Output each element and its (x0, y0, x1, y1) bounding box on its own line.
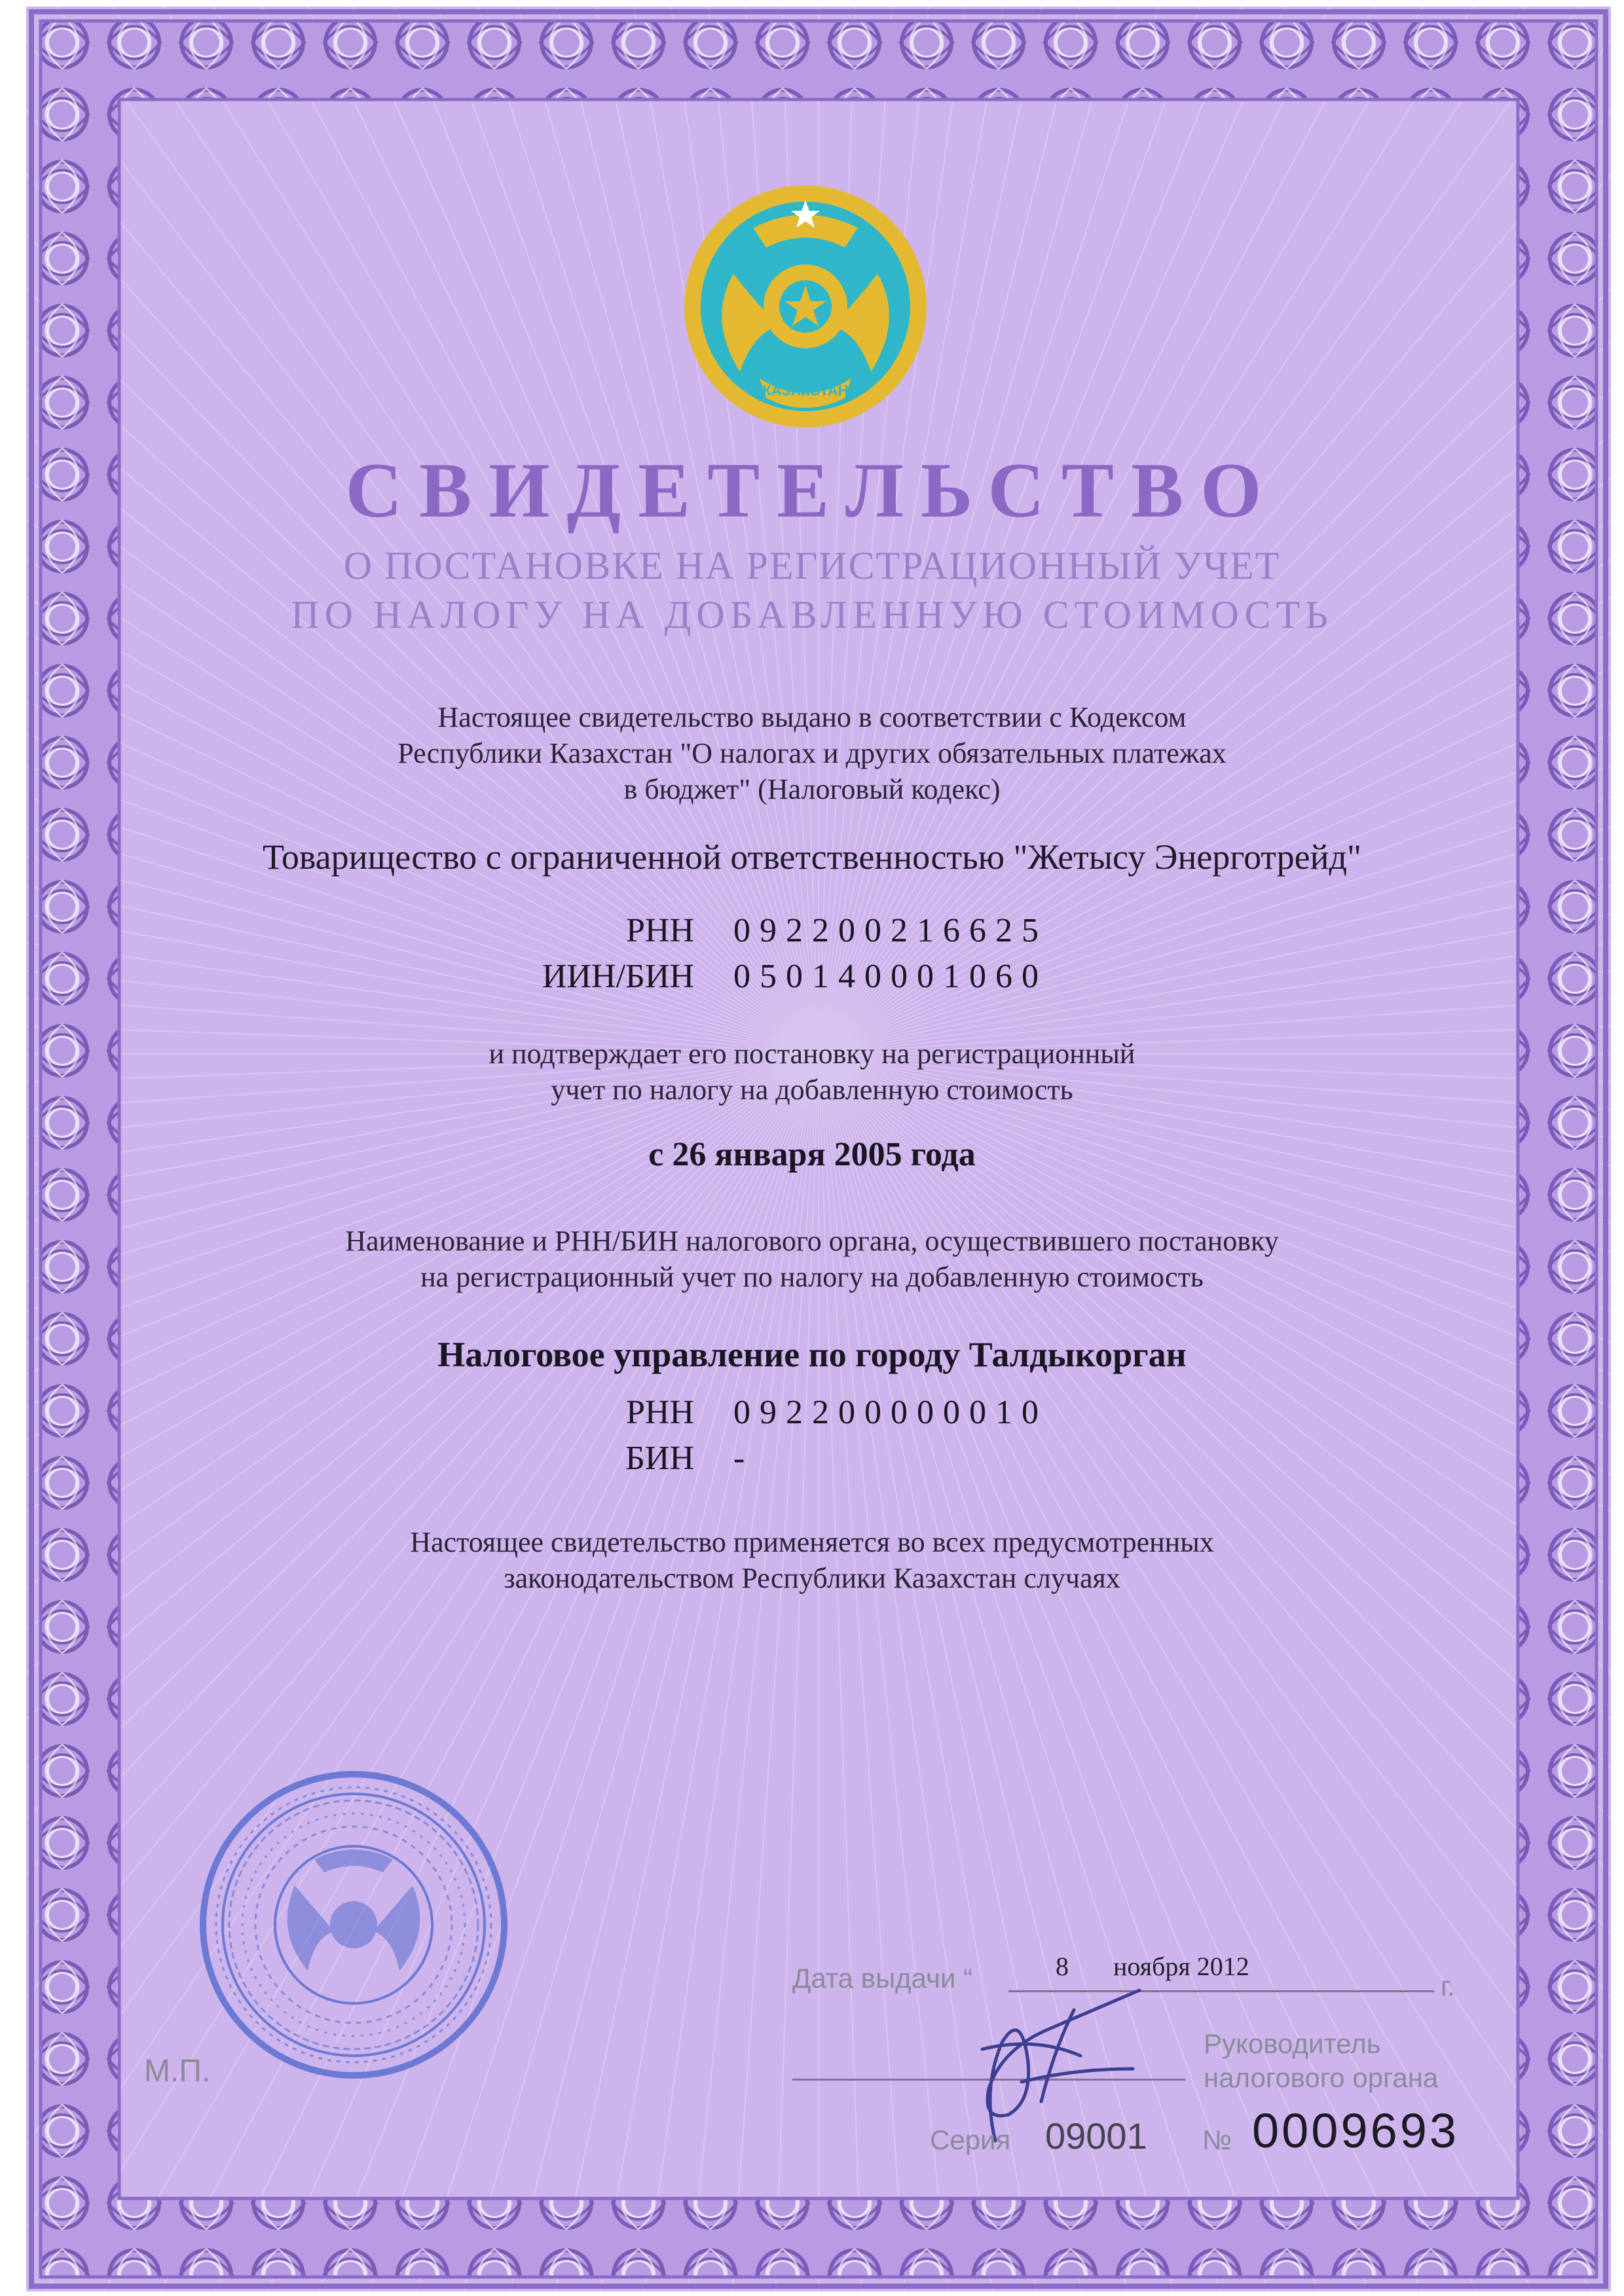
applies-line: Настоящее свидетельство применяется во всех предусмотренных (410, 1526, 1214, 1558)
official-stamp-icon (196, 1768, 511, 2082)
intro-line: Республики Казахстан "О налогах и других обязательных платежах (397, 737, 1227, 769)
tax-authority-description (0, 1223, 1624, 1295)
description-line: Наименование и РНН/БИН налогового органа, осуществившего постановку (345, 1225, 1279, 1257)
iin-bin-label: ИИН/БИН (542, 958, 694, 995)
confirm-line: учет по налогу на добавленную стоимость (551, 1074, 1073, 1106)
confirmation-paragraph (0, 1036, 1624, 1108)
emblem-caption: КАЗАКСТАН (762, 382, 849, 399)
number-label: № (1202, 2124, 1232, 2155)
head-label-line1: Руководитель (1204, 2028, 1381, 2059)
authority-rnn-value: 092200000010 (733, 1394, 1048, 1431)
tax-authority-name: Налоговое управление по городу Талдыкорган (437, 1335, 1187, 1374)
registration-date: с 26 января 2005 года (648, 1136, 976, 1173)
authority-bin-label: БИН (625, 1440, 694, 1477)
organization-name: Товарищество с ограниченной ответственностью "Жетысу Энерготрейд" (262, 837, 1362, 877)
stamp-place-label: М.П. (144, 2054, 211, 2088)
issue-month-year: ноября 2012 (1113, 1952, 1249, 1981)
authority-rnn-label: РНН (625, 1394, 694, 1431)
intro-paragraph (0, 699, 1624, 807)
issue-day: 8 (1056, 1952, 1069, 1981)
certificate-subtitle-line1: О ПОСТАНОВКЕ НА РЕГИСТРАЦИОННЫЙ УЧЕТ (343, 544, 1281, 587)
intro-line: Настоящее свидетельство выдано в соответствии с Кодексом (437, 701, 1187, 733)
confirm-line: и подтверждает его постановку на регистрационный (489, 1038, 1135, 1070)
certificate-title: СВИДЕТЕЛЬСТВО (345, 446, 1279, 534)
head-label-line2: налогового органа (1204, 2062, 1439, 2093)
intro-line: в бюджет" (Налоговый кодекс) (623, 773, 1001, 805)
rnn-value: 092200216625 (733, 912, 1048, 949)
series-value: 09001 (1045, 2115, 1147, 2157)
certificate-number: 0009693 (1252, 2104, 1460, 2158)
issue-date-quote: “ (963, 1963, 973, 1994)
iin-bin-value: 050140001060 (733, 958, 1048, 995)
description-line: на регистрационный учет по налогу на добавленную стоимость (420, 1261, 1204, 1293)
state-emblem-icon (681, 182, 930, 431)
authority-bin-value: - (733, 1440, 754, 1477)
applies-line: законодательством Республики Казахстан случаях (504, 1562, 1120, 1594)
series-label: Серия (930, 2124, 1011, 2155)
rnn-label: РНН (625, 912, 694, 949)
issue-date-label-text: Дата выдачи (792, 1963, 956, 1994)
year-suffix: г. (1441, 1971, 1455, 2001)
applicability-paragraph (0, 1524, 1624, 1596)
certificate-subtitle-line2: ПО НАЛОГУ НА ДОБАВЛЕННУЮ СТОИМОСТЬ (291, 593, 1333, 636)
